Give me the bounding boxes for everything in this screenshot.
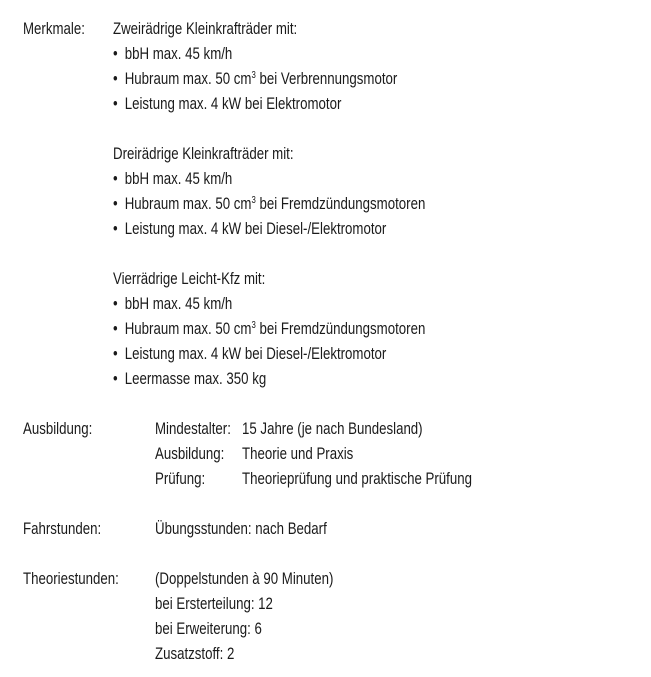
fahrstunden-value: Übungsstunden: nach Bedarf [155,519,327,538]
merkmale-label: Merkmale: [23,19,85,38]
list-item: • Leistung max. 4 kW bei Diesel-/Elektromotor [113,216,386,241]
ausbildung-value: 15 Jahre (je nach Bundesland) [242,419,423,438]
ausbildung-key: Ausbildung: [155,444,225,463]
list-item: • Leistung max. 4 kW bei Elektromotor [113,91,341,116]
group-heading-dreiraedrig: Dreirädrige Kleinkrafträder mit: [113,144,294,163]
list-item: • bbH max. 45 km/h [113,41,232,66]
theoriestunden-line: bei Erweiterung: 6 [155,619,262,638]
theoriestunden-label: Theoriestunden: [23,569,119,588]
ausbildung-value: Theorie und Praxis [242,444,354,463]
ausbildung-key: Mindestalter: [155,419,231,438]
list-item: • bbH max. 45 km/h [113,166,232,191]
list-item: • Hubraum max. 50 $cm^3$ bei Verbrennungsmotor [113,66,397,91]
fahrstunden-label: Fahrstunden: [23,519,102,538]
theoriestunden-line: bei Ersterteilung: 12 [155,594,273,613]
group-heading-vierraedrig: Vierrädrige Leicht-Kfz mit: [113,269,266,288]
list-item: • Hubraum max. 50 $cm^3$ bei Fremdzündungsmotoren [113,191,425,216]
ausbildung-key: Prüfung: [155,469,206,488]
theoriestunden-line: Zusatzstoff: 2 [155,644,235,663]
list-item: • Leermasse max. 350 kg [113,366,266,391]
list-item: • bbH max. 45 km/h [113,291,232,316]
theoriestunden-line: (Doppelstunden à 90 Minuten) [155,569,334,588]
group-heading-zweiraedrig: Zweirädrige Kleinkrafträder mit: [113,19,298,38]
list-item: • Leistung max. 4 kW bei Diesel-/Elektromotor [113,341,386,366]
ausbildung-label: Ausbildung: [23,419,93,438]
list-item: • Hubraum max. 50 $cm^3$ bei Fremdzündungsmotoren [113,316,425,341]
ausbildung-value: Theorieprüfung und praktische Prüfung [242,469,472,488]
